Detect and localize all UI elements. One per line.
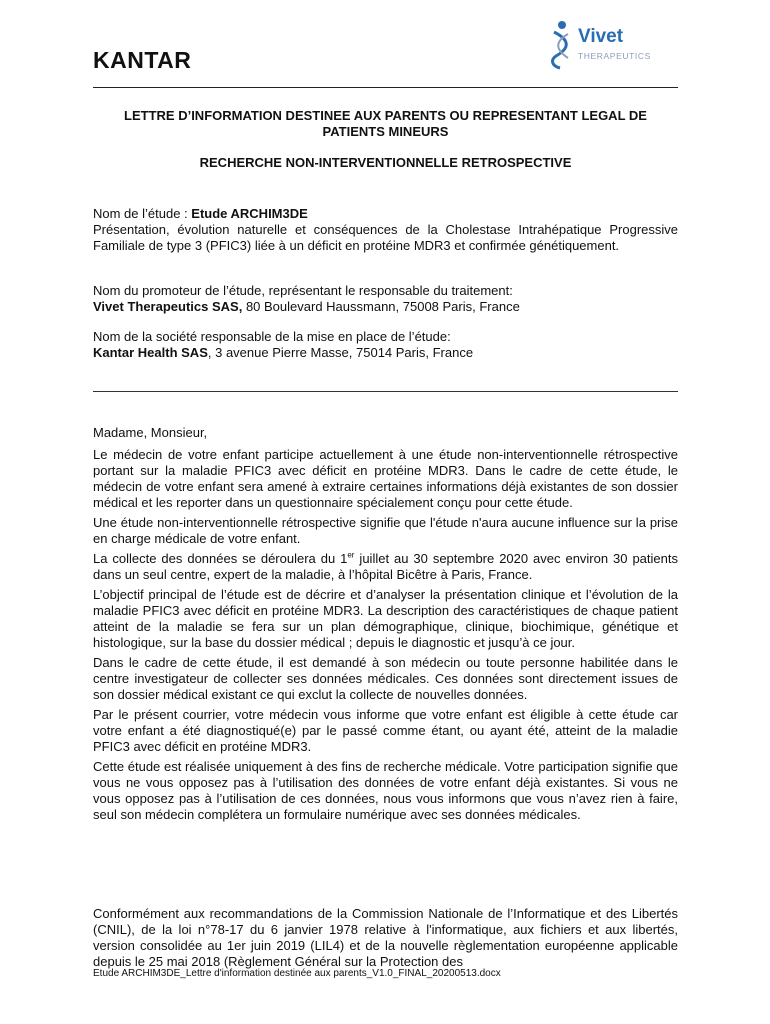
study-name-value: Etude ARCHIM3DE — [191, 206, 308, 221]
paragraph-5: Dans le cadre de cette étude, il est demandé à son médecin ou toute personne habilitée dans le centre investigateur de collecter ses données médicales. Ces données sont directement issues de son dossier médical existant ce qui exclut la collecte de nouvelles données. — [93, 655, 678, 702]
vivet-logo — [548, 20, 663, 70]
study-description: Présentation, évolution naturelle et conséquences de la Cholestase Intrahépatique Progressive Familiale de type 3 (PFIC3) liée à un déficit en protéine MDR3 et confirmée génétiquement. — [93, 222, 678, 253]
kantar-logo: KANTAR — [93, 47, 192, 73]
study-name-label: Nom de l’étude : — [93, 206, 192, 221]
sponsor-name: Vivet Therapeutics SAS, — [93, 299, 243, 314]
paragraph-3-sup: er — [347, 550, 355, 560]
letter-body — [93, 425, 678, 827]
company-line — [93, 345, 678, 361]
study-info-block — [93, 206, 678, 254]
paragraph-8: Conformément aux recommandations de la Commission Nationale de l’Informatique et des Libertés (CNIL), de la loi n°78-17 du 6 janvier 1978 relative à l'informatique, aux fichiers et aux libertés, version consolidée au 1er juin 2019 (LIL4) et de la nouvelle règlementation européenne applicable depuis le 25 mai 2018 (Règlement Général sur la Protection des — [93, 906, 678, 969]
sponsor-address: 80 Boulevard Haussmann, 75008 Paris, France — [242, 299, 520, 314]
paragraph-1: Le médecin de votre enfant participe actuellement à une étude non-interventionnelle rétrospective portant sur la maladie PFIC3 avec déficit en protéine MDR3. Dans le cadre de cette étude, le médecin de votre enfant sera amené à extraire certaines informations déjà existantes de son dossier médical et les reporter dans un questionnaire spécialement conçu pour cette étude. — [93, 447, 678, 510]
paragraph-2: Une étude non-interventionnelle rétrospective signifie que l'étude n'aura aucune influence sur la prise en charge médicale de votre enfant. — [93, 515, 678, 546]
company-label: Nom de la société responsable de la mise en place de l’étude: — [93, 329, 451, 344]
document-title: LETTRE D’INFORMATION DESTINEE AUX PARENTS OU REPRESENTANT LEGAL DE PATIENTS MINEURS — [124, 108, 647, 139]
company-name: Kantar Health SAS — [93, 345, 208, 360]
paragraph-3 — [93, 551, 678, 583]
paragraph-3-start: La collecte des données se déroulera du 1 — [93, 551, 348, 566]
paragraph-6: Par le présent courrier, votre médecin vous informe que votre enfant est éligible à cette étude car votre enfant a été diagnostiqué(e) par le passé comme étant, ou ayant été, atteint de la maladie PFIC3 avec déficit en protéine MDR3. — [93, 707, 678, 754]
study-name-line — [93, 206, 678, 222]
paragraph-4: L’objectif principal de l’étude est de décrire et d’analyser la présentation clinique et l’évolution de la maladie PFIC3 avec déficit en protéine MDR3. La description des caractéristiques de chaque patient atteint de la maladie se fera sur un plan démographique, clinique, biochimique, génétique et histologique, sur la base du dossier médical ; depuis le diagnostic et jusqu’à ce jour. — [93, 587, 678, 650]
paragraph-7: Cette étude est réalisée uniquement à des fins de recherche médicale. Votre participation signifie que vous ne vous opposez pas à l’utilisation des données de votre enfant déjà existantes. Si vous ne vous opposez pas à l’utilisation de ces données, nous vous informons que vous n’avez rien à faire, seul son médecin complétera un formulaire numérique avec ses données médicales. — [93, 759, 678, 822]
vivet-logo-name: Vivet — [578, 26, 624, 47]
company-address: , 3 avenue Pierre Masse, 75014 Paris, France — [207, 345, 474, 360]
footer-filename: Etude ARCHIM3DE_Lettre d'information destinée aux parents_V1.0_FINAL_20200513.docx — [93, 968, 501, 979]
sponsor-label: Nom du promoteur de l’étude, représentant le responsable du traitement: — [93, 283, 513, 298]
sponsor-line — [93, 299, 678, 315]
vivet-logo-subtitle: THERAPEUTICS — [578, 51, 651, 61]
section-divider — [93, 391, 678, 392]
company-block — [93, 329, 678, 361]
vivet-helix-icon — [548, 20, 576, 70]
paragraph-3-end: juillet au 30 septembre 2020 avec environ 30 patients dans un seul centre, expert de la maladie, à l’hôpital Bicêtre à Paris, France. — [93, 551, 678, 582]
document-subtitle: RECHERCHE NON-INTERVENTIONNELLE RETROSPECTIVE — [199, 155, 572, 170]
sponsor-block — [93, 283, 678, 315]
header-divider — [93, 87, 678, 88]
salutation: Madame, Monsieur, — [93, 425, 208, 440]
